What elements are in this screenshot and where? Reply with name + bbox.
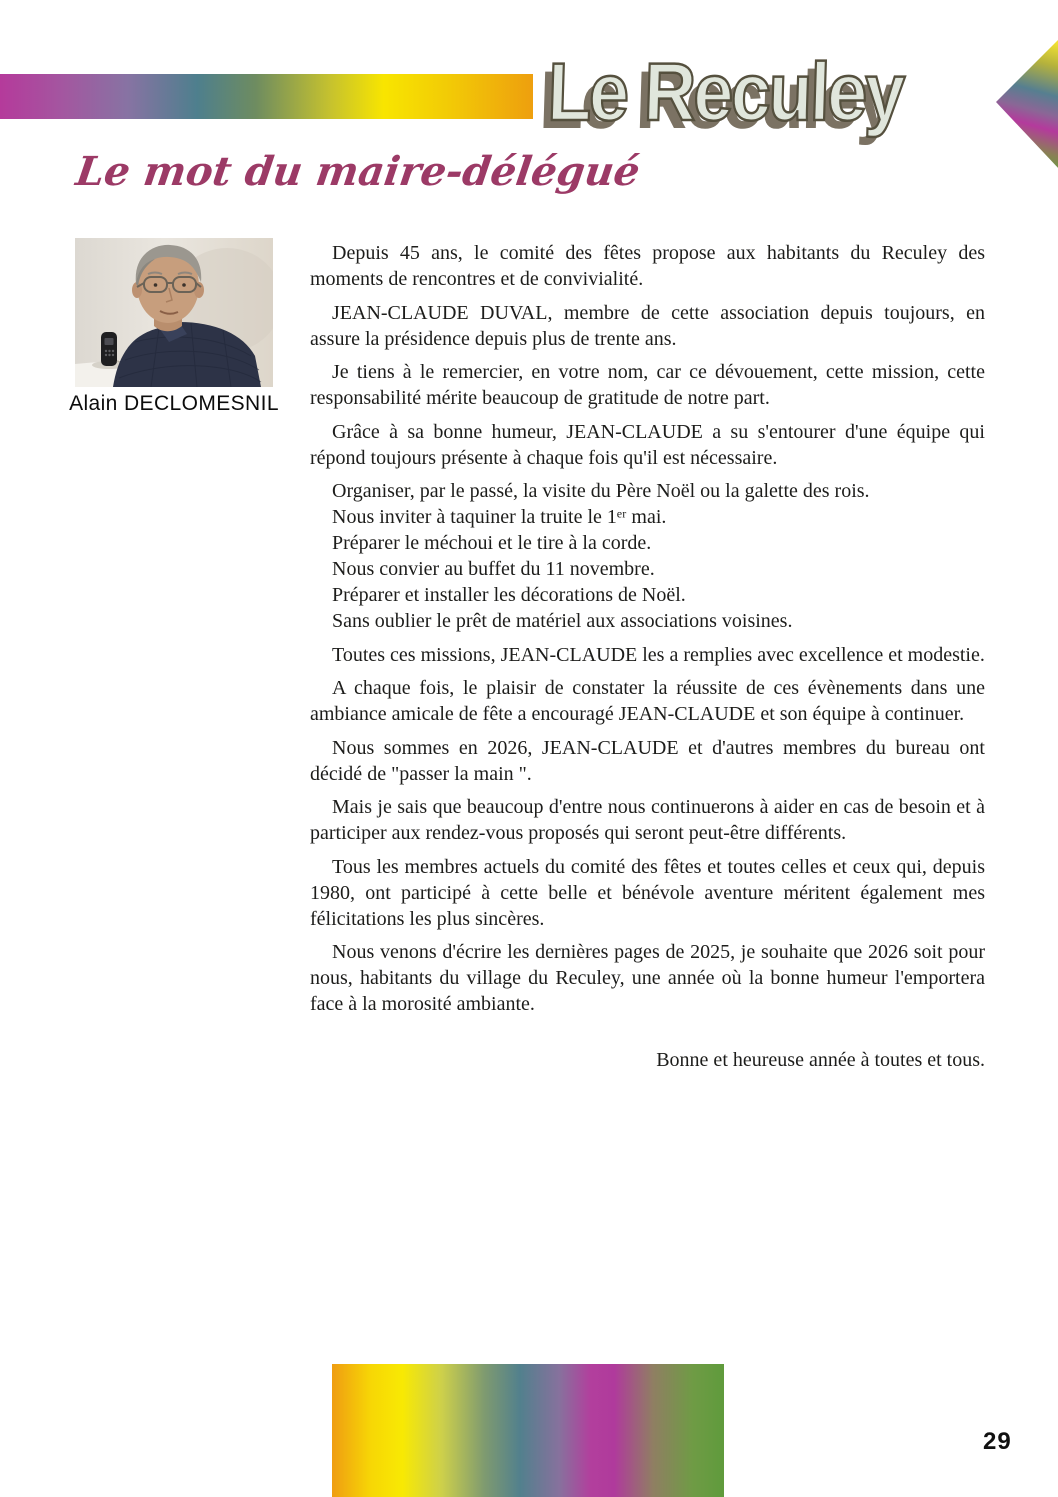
rainbow-block-bottom	[332, 1364, 724, 1497]
paragraph: Nous sommes en 2026, JEAN-CLAUDE et d'autres membres du bureau ont décidé de "passer la main ".	[310, 736, 985, 785]
paragraph: Tous les membres actuels du comité des fêtes et toutes celles et ceux qui, depuis 1980, ont participé à cette belle et bénévole aventure méritent également mes félicitations les plus sincères.	[310, 855, 985, 930]
activity-line: Préparer le méchoui et le tire à la corde.	[332, 532, 652, 554]
page-number: 29	[983, 1428, 1012, 1455]
bulletin-title: Le Reculey	[546, 47, 904, 138]
activity-line: Organiser, par le passé, la visite du Père Noël ou la galette des rois.	[332, 480, 870, 502]
paragraph: Toutes ces missions, JEAN-CLAUDE les a remplies avec excellence et modestie.	[332, 643, 985, 666]
paragraph: Depuis 45 ans, le comité des fêtes propose aux habitants du Reculey des moments de rencontres et de convivialité.	[310, 242, 985, 290]
activity-line: Nous inviter à taquiner la truite le 1ᵉʳ mai.	[332, 506, 667, 528]
photo-caption: Alain DECLOMESNIL	[69, 392, 279, 415]
activity-line: Sans oublier le prêt de matériel aux associations voisines.	[332, 610, 793, 632]
paragraph: A chaque fois, le plaisir de constater la réussite de ces évènements dans une ambiance amicale de fête a encouragé JEAN-CLAUDE et son équipe à continuer.	[310, 677, 985, 725]
portrait-photo	[75, 238, 273, 387]
portrait-photo-illustration	[75, 238, 273, 387]
rainbow-diamond-icon	[996, 38, 1058, 170]
signoff: Bonne et heureuse année à toutes et tous.	[656, 1049, 985, 1071]
paragraph: Nous venons d'écrire les dernières pages de 2025, je souhaite que 2026 soit pour nous, habitants du village du Reculey, une année où la bonne humeur l'emportera face à la morosité ambiante.	[310, 941, 985, 1015]
activities-list	[310, 478, 985, 634]
article-text	[310, 240, 985, 1081]
paragraph: JEAN-CLAUDE DUVAL, membre de cette association depuis toujours, en assure la présidence depuis plus de trente ans.	[310, 301, 985, 350]
activity-line: Préparer et installer les décorations de Noël.	[332, 584, 686, 606]
activity-line: Nous convier au buffet du 11 novembre.	[332, 558, 655, 580]
section-heading: Le mot du maire-délégué	[73, 148, 643, 195]
rainbow-bar-top	[0, 74, 533, 119]
paragraph: Je tiens à le remercier, en votre nom, car ce dévouement, cette mission, cette responsabilité mérite beaucoup de gratitude de notre part.	[310, 361, 985, 409]
paragraph: Grâce à sa bonne humeur, JEAN-CLAUDE a su s'entourer d'une équipe qui répond toujours présente à chaque fois qu'il est nécessaire.	[310, 420, 985, 469]
paragraph: Mais je sais que beaucoup d'entre nous continuerons à aider en cas de besoin et à participer aux rendez-vous proposés qui seront peut-être différents.	[310, 796, 985, 844]
